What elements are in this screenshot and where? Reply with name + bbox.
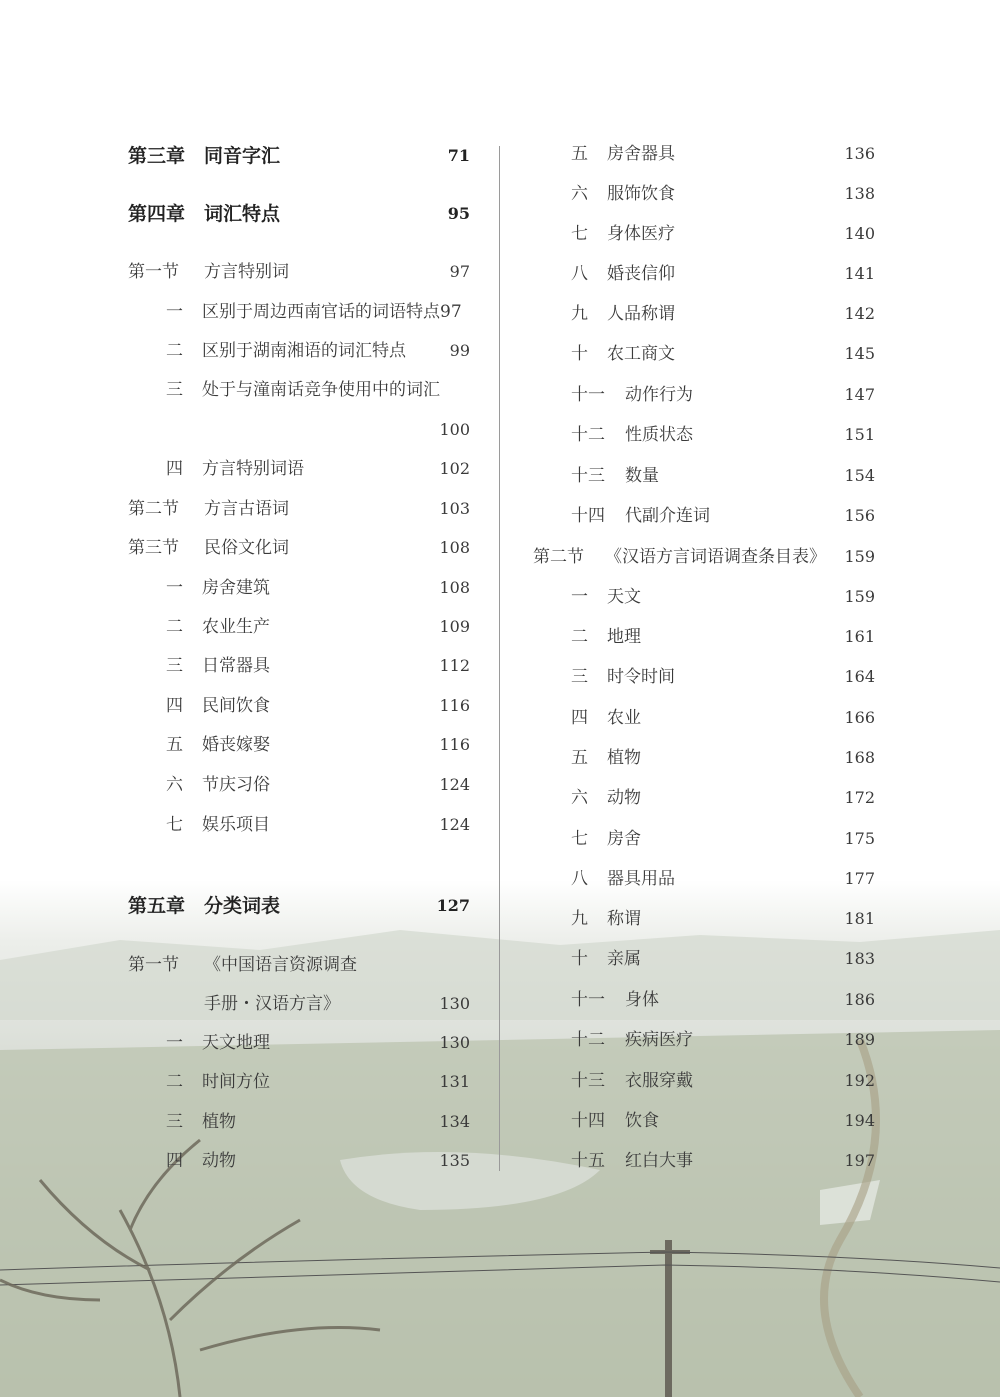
toc-chapter[interactable] bbox=[128, 893, 470, 919]
toc-entry-num: 二 bbox=[166, 341, 183, 361]
toc-entry-num: 第三章 bbox=[128, 145, 186, 167]
toc-entry-page: 166 bbox=[844, 708, 875, 727]
toc-entry-page: 154 bbox=[844, 466, 875, 485]
toc-entry-label: 饮食 bbox=[625, 1111, 659, 1131]
toc-entry-label: 婚丧信仰 bbox=[607, 264, 675, 284]
toc-entry-page: 100 bbox=[439, 420, 470, 439]
column-divider bbox=[499, 146, 500, 1171]
toc-entry-label: 疾病医疗 bbox=[625, 1030, 693, 1050]
toc-entry-page: 192 bbox=[844, 1071, 875, 1090]
toc-entry-num: 九 bbox=[571, 909, 588, 929]
toc-entry-page: 147 bbox=[844, 385, 875, 404]
toc-entry-num: 一 bbox=[571, 587, 588, 607]
toc-item[interactable] bbox=[533, 826, 875, 852]
toc-entry-label: 区别于周边西南官话的词语特点97 bbox=[202, 302, 462, 322]
toc-entry-page: 116 bbox=[439, 696, 470, 715]
toc-item[interactable] bbox=[533, 624, 875, 650]
toc-entry-num: 第四章 bbox=[128, 203, 186, 225]
toc-entry-page: 159 bbox=[844, 547, 875, 566]
toc-entry-page: 135 bbox=[439, 1151, 470, 1170]
toc-entry-label: 亲属 bbox=[607, 949, 641, 969]
toc-item[interactable] bbox=[533, 301, 875, 327]
toc-entry-num: 三 bbox=[166, 380, 183, 400]
toc-entry-num: 第一节 bbox=[128, 955, 179, 975]
toc-entry-label: 词汇特点 bbox=[204, 203, 281, 225]
toc-entry-label: 节庆习俗 bbox=[202, 775, 270, 795]
toc-entry-num: 三 bbox=[166, 1112, 183, 1132]
toc-item[interactable] bbox=[128, 614, 470, 640]
toc-entry-page: 140 bbox=[844, 224, 875, 243]
toc-entry-page: 134 bbox=[439, 1112, 470, 1131]
toc-entry-page: 131 bbox=[439, 1072, 470, 1091]
toc-entry-page: 108 bbox=[439, 538, 470, 557]
toc-continuation[interactable] bbox=[128, 417, 470, 443]
toc-item[interactable] bbox=[533, 785, 875, 811]
toc-entry-label: 时间方位 bbox=[202, 1072, 270, 1092]
toc-continuation[interactable] bbox=[128, 991, 470, 1017]
toc-item[interactable] bbox=[533, 261, 875, 287]
toc-item[interactable] bbox=[128, 1109, 470, 1135]
toc-entry-label: 区别于湖南湘语的词汇特点 bbox=[202, 341, 406, 361]
toc-entry-num: 七 bbox=[166, 815, 183, 835]
toc-entry-label: 天文 bbox=[607, 587, 641, 607]
toc-entry-label: 衣服穿戴 bbox=[625, 1071, 693, 1091]
toc-item[interactable] bbox=[128, 732, 470, 758]
toc-entry-label: 农业 bbox=[607, 708, 641, 728]
toc-entry-num: 三 bbox=[166, 656, 183, 676]
toc-entry-num: 四 bbox=[166, 1151, 183, 1171]
toc-item[interactable] bbox=[533, 1027, 875, 1053]
toc-entry-num: 十一 bbox=[571, 990, 605, 1010]
toc-chapter[interactable] bbox=[128, 201, 470, 227]
toc-item[interactable] bbox=[533, 705, 875, 731]
toc-entry-label: 地理 bbox=[607, 627, 641, 647]
toc-item[interactable] bbox=[533, 141, 875, 167]
toc-entry-label: 时令时间 bbox=[607, 667, 675, 687]
toc-item[interactable] bbox=[128, 693, 470, 719]
toc-item[interactable] bbox=[128, 575, 470, 601]
toc-entry-page: 130 bbox=[439, 1033, 470, 1052]
toc-entry-num: 六 bbox=[166, 775, 183, 795]
toc-entry-label: 手册・汉语方言》 bbox=[204, 994, 340, 1014]
toc-entry-num: 三 bbox=[571, 667, 588, 687]
toc-item[interactable] bbox=[533, 181, 875, 207]
toc-section[interactable] bbox=[128, 496, 470, 522]
toc-entry-num: 四 bbox=[166, 459, 183, 479]
toc-entry-label: 动作行为 bbox=[625, 385, 693, 405]
toc-entry-page: 124 bbox=[439, 775, 470, 794]
toc-item[interactable] bbox=[533, 341, 875, 367]
toc-entry-page: 186 bbox=[844, 990, 875, 1009]
toc-item[interactable] bbox=[128, 299, 470, 325]
toc-entry-num: 四 bbox=[166, 696, 183, 716]
toc-entry-label: 同音字汇 bbox=[204, 145, 281, 167]
toc-entry-page: 130 bbox=[439, 994, 470, 1013]
toc-entry-num: 五 bbox=[571, 748, 588, 768]
toc-entry-label: 婚丧嫁娶 bbox=[202, 735, 270, 755]
toc-entry-page: 95 bbox=[447, 204, 470, 223]
toc-entry-label: 农工商文 bbox=[607, 344, 675, 364]
toc-entry-num: 十二 bbox=[571, 1030, 605, 1050]
toc-entry-label: 身体医疗 bbox=[607, 224, 675, 244]
toc-entry-num: 十 bbox=[571, 344, 588, 364]
toc-entry-page: 138 bbox=[844, 184, 875, 203]
toc-item[interactable] bbox=[533, 503, 875, 529]
toc-item[interactable] bbox=[128, 1069, 470, 1095]
toc-entry-page: 151 bbox=[844, 425, 875, 444]
toc-entry-page: 109 bbox=[439, 617, 470, 636]
toc-entry-page: 156 bbox=[844, 506, 875, 525]
toc-entry-num: 七 bbox=[571, 224, 588, 244]
toc-entry-label: 民间饮食 bbox=[202, 696, 270, 716]
toc-item[interactable] bbox=[533, 745, 875, 771]
toc-entry-page: 189 bbox=[844, 1030, 875, 1049]
toc-entry-num: 五 bbox=[571, 144, 588, 164]
toc-item[interactable] bbox=[128, 456, 470, 482]
toc-entry-page: 71 bbox=[447, 146, 470, 165]
toc-entry-page: 168 bbox=[844, 748, 875, 767]
toc-entry-label: 性质状态 bbox=[625, 425, 693, 445]
toc-item[interactable] bbox=[533, 1108, 875, 1134]
toc-entry-num: 二 bbox=[571, 627, 588, 647]
toc-entry-num: 第二节 bbox=[128, 499, 179, 519]
toc-item[interactable] bbox=[533, 1068, 875, 1094]
toc-item[interactable] bbox=[533, 221, 875, 247]
toc-entry-label: 方言特别词语 bbox=[202, 459, 304, 479]
toc-entry-num: 八 bbox=[571, 264, 588, 284]
toc-entry-num: 八 bbox=[571, 869, 588, 889]
toc-entry-num: 十五 bbox=[571, 1151, 605, 1171]
toc-entry-page: 181 bbox=[844, 909, 875, 928]
toc-entry-label: 处于与潼南话竞争使用中的词汇 bbox=[202, 380, 440, 400]
toc-entry-num: 七 bbox=[571, 829, 588, 849]
toc-entry-label: 房舍器具 bbox=[607, 144, 675, 164]
toc-item[interactable] bbox=[128, 338, 470, 364]
toc-entry-label: 《汉语方言词语调查条目表》 bbox=[605, 547, 826, 567]
toc-entry-page: 112 bbox=[439, 656, 470, 675]
toc-entry-page: 175 bbox=[844, 829, 875, 848]
toc-entry-page: 142 bbox=[844, 304, 875, 323]
toc-entry-label: 娱乐项目 bbox=[202, 815, 270, 835]
toc-entry-page: 197 bbox=[844, 1151, 875, 1170]
toc-entry-num: 二 bbox=[166, 1072, 183, 1092]
toc-section[interactable] bbox=[128, 535, 470, 561]
toc-entry-label: 方言特别词 bbox=[204, 262, 289, 282]
toc-item[interactable] bbox=[533, 866, 875, 892]
toc-item[interactable] bbox=[533, 906, 875, 932]
toc-entry-num: 四 bbox=[571, 708, 588, 728]
toc-entry-page: 103 bbox=[439, 499, 470, 518]
toc-entry-num: 十 bbox=[571, 949, 588, 969]
toc-entry-num: 六 bbox=[571, 184, 588, 204]
toc-entry-num: 二 bbox=[166, 617, 183, 637]
toc-entry-label: 天文地理 bbox=[202, 1033, 270, 1053]
toc-item[interactable] bbox=[533, 422, 875, 448]
toc-entry-page: 102 bbox=[439, 459, 470, 478]
toc-item[interactable] bbox=[128, 377, 470, 403]
toc-section[interactable] bbox=[128, 259, 470, 285]
toc-item[interactable] bbox=[533, 987, 875, 1013]
toc-entry-num: 十二 bbox=[571, 425, 605, 445]
toc-entry-page: 172 bbox=[844, 788, 875, 807]
toc-entry-page: 164 bbox=[844, 667, 875, 686]
toc-entry-label: 《中国语言资源调查 bbox=[204, 955, 357, 975]
toc-entry-num: 六 bbox=[571, 788, 588, 808]
toc-entry-page: 124 bbox=[439, 815, 470, 834]
toc-chapter[interactable] bbox=[128, 143, 470, 169]
toc-entry-page: 194 bbox=[844, 1111, 875, 1130]
toc-item[interactable] bbox=[128, 1148, 470, 1174]
toc-entry-label: 日常器具 bbox=[202, 656, 270, 676]
toc-entry-page: 97 bbox=[449, 262, 470, 281]
toc-section[interactable] bbox=[128, 952, 470, 978]
toc-entry-num: 第三节 bbox=[128, 538, 179, 558]
toc-entry-label: 民俗文化词 bbox=[204, 538, 289, 558]
toc-entry-label: 数量 bbox=[625, 466, 659, 486]
toc-entry-label: 服饰饮食 bbox=[607, 184, 675, 204]
toc-item[interactable] bbox=[128, 772, 470, 798]
toc-entry-label: 代副介连词 bbox=[625, 506, 710, 526]
toc-entry-label: 动物 bbox=[202, 1151, 236, 1171]
toc-entry-label: 分类词表 bbox=[204, 895, 281, 917]
toc-entry-num: 九 bbox=[571, 304, 588, 324]
toc-entry-page: 108 bbox=[439, 578, 470, 597]
toc-entry-num: 十三 bbox=[571, 1071, 605, 1091]
toc-entry-label: 称谓 bbox=[607, 909, 641, 929]
toc-entry-page: 136 bbox=[844, 144, 875, 163]
toc-item[interactable] bbox=[128, 812, 470, 838]
toc-item[interactable] bbox=[533, 584, 875, 610]
toc-entry-num: 第二节 bbox=[533, 547, 584, 567]
toc-entry-page: 145 bbox=[844, 344, 875, 363]
toc-entry-page: 177 bbox=[844, 869, 875, 888]
toc-entry-num: 五 bbox=[166, 735, 183, 755]
toc-entry-label: 身体 bbox=[625, 990, 659, 1010]
toc-item[interactable] bbox=[533, 664, 875, 690]
toc-item[interactable] bbox=[128, 1030, 470, 1056]
toc-entry-label: 人品称谓 bbox=[607, 304, 675, 324]
toc-item[interactable] bbox=[533, 1148, 875, 1174]
toc-entry-label: 房舍 bbox=[607, 829, 641, 849]
toc-item[interactable] bbox=[533, 463, 875, 489]
toc-entry-num: 十四 bbox=[571, 1111, 605, 1131]
toc-entry-num: 一 bbox=[166, 578, 183, 598]
toc-entry-label: 器具用品 bbox=[607, 869, 675, 889]
toc-entry-num: 十一 bbox=[571, 385, 605, 405]
toc-item[interactable] bbox=[533, 382, 875, 408]
toc-entry-num: 一 bbox=[166, 302, 183, 322]
toc-entry-page: 99 bbox=[449, 341, 470, 360]
toc-entry-label: 植物 bbox=[607, 748, 641, 768]
toc-entry-page: 183 bbox=[844, 949, 875, 968]
toc-item[interactable] bbox=[533, 946, 875, 972]
toc-entry-label: 红白大事 bbox=[625, 1151, 693, 1171]
toc-entry-page: 141 bbox=[844, 264, 875, 283]
toc-entry-label: 方言古语词 bbox=[204, 499, 289, 519]
toc-section[interactable] bbox=[533, 544, 875, 570]
toc-entry-page: 127 bbox=[436, 896, 470, 915]
toc-entry-num: 一 bbox=[166, 1033, 183, 1053]
toc-entry-label: 房舍建筑 bbox=[202, 578, 270, 598]
toc-entry-page: 161 bbox=[844, 627, 875, 646]
toc-entry-label: 植物 bbox=[202, 1112, 236, 1132]
toc-entry-label: 农业生产 bbox=[202, 617, 270, 637]
toc-item[interactable] bbox=[128, 653, 470, 679]
toc-entry-label: 动物 bbox=[607, 788, 641, 808]
toc-entry-num: 十四 bbox=[571, 506, 605, 526]
toc-entry-num: 第一节 bbox=[128, 262, 179, 282]
toc-entry-num: 第五章 bbox=[128, 895, 186, 917]
toc-entry-page: 116 bbox=[439, 735, 470, 754]
toc-entry-num: 十三 bbox=[571, 466, 605, 486]
toc-entry-page: 159 bbox=[844, 587, 875, 606]
